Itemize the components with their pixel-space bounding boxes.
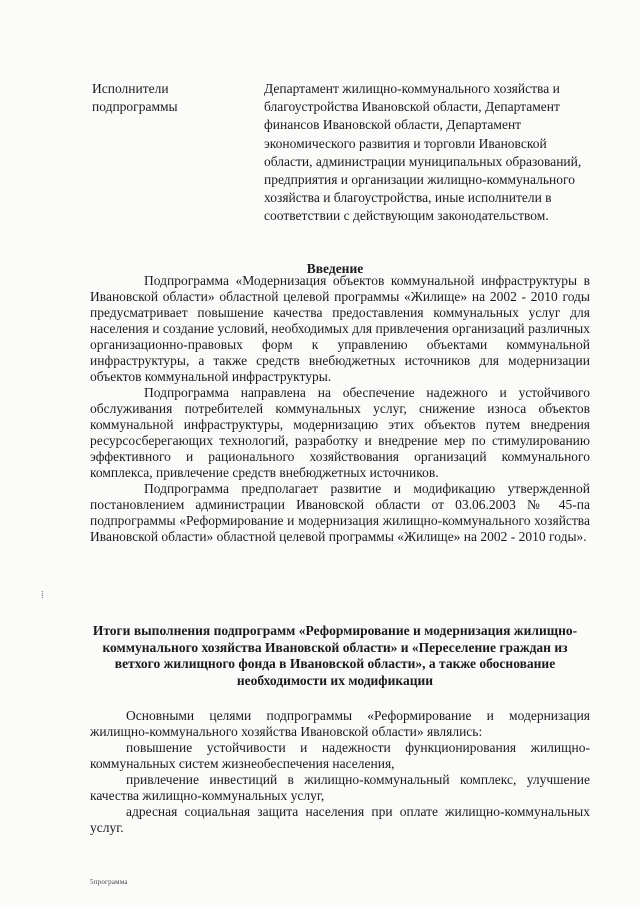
margin-mark: ⁞ <box>41 590 44 601</box>
intro-heading: Введение <box>306 261 364 276</box>
executors-value: Департамент жилищно-коммунального хозяйства и благоустройства Ивановской области, Департамент финансов Ивановской области, Департамент экономического развития и торговли Ивановской области, администрации муниципальных образований, предприятия и организации жилищно-коммунального хозяйства и благоустройства, иные исполнители в соответствии с действующим законодательством. <box>264 81 582 224</box>
intro-paragraph: Подпрограмма предполагает развитие и модификацию утвержденной постановлением администрации Ивановской области от 03.06.2003 № 45-па подпрограммы «Реформирование и модернизация жилищно-коммунального хозяйства Ивановской области» областной целевой программы «Жилище» на 2002 - 2010 годы». <box>90 481 590 544</box>
footer-note: 5программа <box>90 878 128 886</box>
results-lead: Основными целями подпрограммы «Реформирование и модернизация жилищно-коммунального хозяйства Ивановской области» являлись: <box>90 708 590 739</box>
results-section <box>90 708 590 836</box>
goal-item: адресная социальная защита населения при оплате жилищно-коммунальных услуг. <box>90 804 590 835</box>
intro-section <box>90 273 590 545</box>
intro-paragraph: Подпрограмма направлена на обеспечение надежного и устойчивого обслуживания потребителей коммунальных услуг, снижение износа объектов коммунальной инфраструктуры, модернизацию этих объектов путем внедрения ресурсосберегающих технологий, разработку и внедрение мер по стимулированию эффективного и рационального хозяйствования организаций коммунального комплекса, привлечение средств внебюджетных источников. <box>90 385 590 480</box>
intro-paragraph: Подпрограмма «Модернизация объектов коммунальной инфраструктуры в Ивановской области» областной целевой программы «Жилище» на 2002 - 2010 годы предусматривает повышение качества предоставления коммунальных услуг для населения и создание условий, необходимых для привлечения организаций различных организационно-правовых форм к управлению объектами коммунальной инфраструктуры, а также средств внебюджетных источников для модернизации объектов коммунальной инфраструктуры. <box>90 273 590 384</box>
goal-item: повышение устойчивости и надежности функционирования жилищно-коммунальных систем жизнеобеспечения населения, <box>90 740 590 771</box>
results-heading: Итоги выполнения подпрограмм «Реформирование и модернизация жилищно-коммунального хозяйства Ивановской области» и «Переселение граждан из ветхого жилищного фонда в Ивановской области», а также обоснование необходимости их модификации <box>92 623 578 688</box>
executors-label: Исполнители подпрограммы <box>92 81 178 114</box>
goal-item: привлечение инвестиций в жилищно-коммунальный комплекс, улучшение качества жилищно-коммунальных услуг, <box>90 772 590 803</box>
